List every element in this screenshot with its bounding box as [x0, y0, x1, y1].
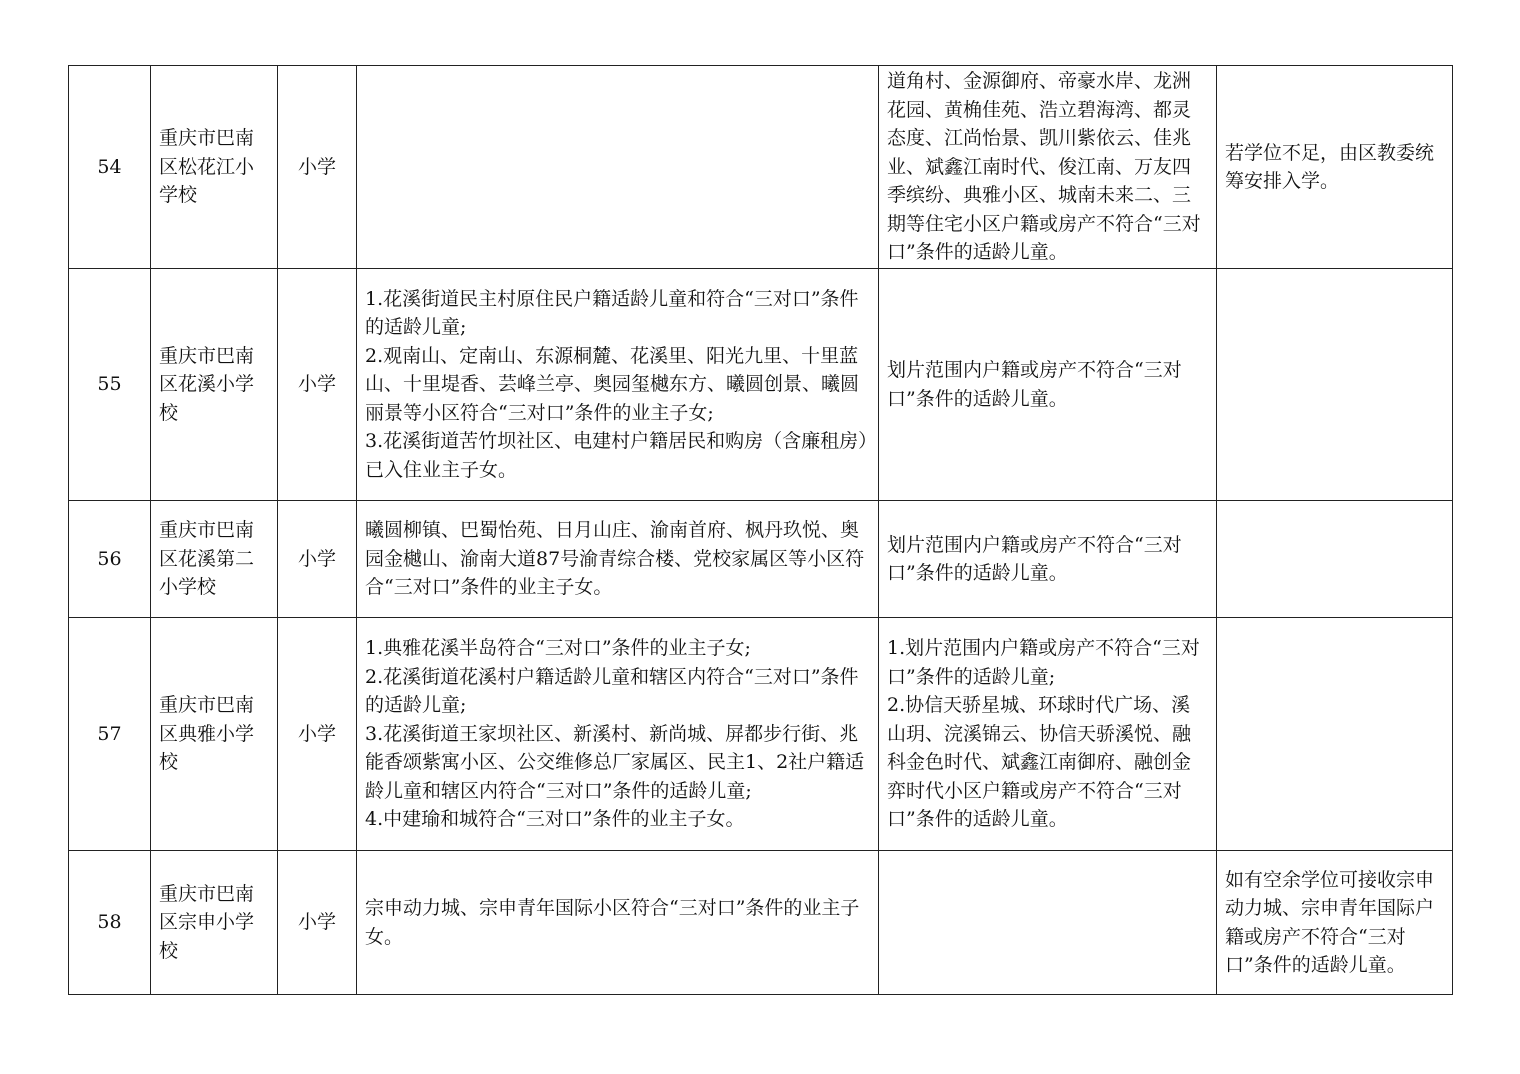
- area-line: 1.花溪街道民主村原住民户籍适龄儿童和符合“三对口”条件的适龄儿童;: [365, 287, 859, 339]
- school-name: 重庆市巴南区宗申小学校: [151, 851, 278, 995]
- overflow-area: [879, 618, 1217, 851]
- remarks: [1217, 66, 1453, 269]
- school-type: 小学: [278, 851, 357, 995]
- school-type: 小学: [278, 618, 357, 851]
- row-number: 58: [69, 851, 151, 995]
- school-name: 重庆市巴南区典雅小学校: [151, 618, 278, 851]
- remarks: [1217, 851, 1453, 995]
- remarks: [1217, 501, 1453, 618]
- enrollment-area: [357, 66, 879, 269]
- enrollment-table: [68, 65, 1453, 995]
- enrollment-area: [357, 501, 879, 618]
- enrollment-area: [357, 851, 879, 995]
- row-number: 57: [69, 618, 151, 851]
- area-line: 1.典雅花溪半岛符合“三对口”条件的业主子女;: [365, 637, 751, 660]
- row-number: 55: [69, 269, 151, 501]
- area-line: 4.中建瑜和城符合“三对口”条件的业主子女。: [365, 808, 745, 831]
- remarks: [1217, 269, 1453, 501]
- area-line: 3.花溪街道王家坝社区、新溪村、新尚城、屏都步行街、兆能香颂紫寓小区、公交维修总厂家属区、民主1、2社户籍适龄儿童和辖区内符合“三对口”条件的适龄儿童;: [365, 722, 865, 802]
- remark-line: 如有空余学位可接收宗申动力城、宗申青年国际户籍或房产不符合“三对口”条件的适龄儿童。: [1225, 868, 1435, 976]
- overflow-area: [879, 66, 1217, 269]
- area-line: 3.花溪街道苦竹坝社区、电建村户籍居民和购房（含廉租房）已入住业主子女。: [365, 430, 868, 481]
- overflow-line: 划片范围内户籍或房产不符合“三对口”条件的适龄儿童。: [887, 359, 1182, 410]
- remarks: [1217, 618, 1453, 851]
- table-row: [69, 269, 1453, 501]
- area-line: 2.观南山、定南山、东源桐麓、花溪里、阳光九里、十里蓝山、十里堤香、芸峰兰亭、奥园玺樾东方、曦圆创景、曦圆丽景等小区符合“三对口”条件的业主子女;: [365, 344, 860, 424]
- table-row: [69, 66, 1453, 269]
- school-type: 小学: [278, 269, 357, 501]
- table-row: [69, 618, 1453, 851]
- area-line: 曦圆柳镇、巴蜀怡苑、日月山庄、渝南首府、枫丹玖悦、奥园金樾山、渝南大道87号渝青综合楼、党校家属区等小区符合“三对口”条件的业主子女。: [365, 519, 865, 599]
- enrollment-area: [357, 269, 879, 501]
- row-number: 56: [69, 501, 151, 618]
- school-name: 重庆市巴南区花溪第二小学校: [151, 501, 278, 618]
- overflow-line: 1.划片范围内户籍或房产不符合“三对口”条件的适龄儿童;: [887, 637, 1200, 688]
- overflow-line: 2.协信天骄星城、环球时代广场、溪山玥、浣溪锦云、协信天骄溪悦、融科金色时代、斌鑫江南御府、融创金弈时代小区户籍或房产不符合“三对口”条件的适龄儿童。: [887, 694, 1192, 831]
- school-type: 小学: [278, 66, 357, 269]
- area-line: 宗申动力城、宗申青年国际小区符合“三对口”条件的业主子女。: [365, 897, 860, 948]
- enrollment-area: [357, 618, 879, 851]
- school-name: 重庆市巴南区花溪小学校: [151, 269, 278, 501]
- remark-line: 若学位不足，由区教委统筹安排入学。: [1225, 141, 1435, 192]
- overflow-area: [879, 269, 1217, 501]
- school-name: 重庆市巴南区松花江小学校: [151, 66, 278, 269]
- row-number: 54: [69, 66, 151, 269]
- overflow-area: [879, 501, 1217, 618]
- overflow-line: 道角村、金源御府、帝豪水岸、龙洲花园、黄桷佳苑、浩立碧海湾、都灵态度、江尚怡景、凯川紫依云、佳兆业、斌鑫江南时代、俊江南、万友四季缤纷、典雅小区、城南未来二、三期等住宅小区户籍或房产不符合“三对口”条件的适龄儿童。: [887, 70, 1201, 264]
- area-line: 2.花溪街道花溪村户籍适龄儿童和辖区内符合“三对口”条件的适龄儿童;: [365, 665, 859, 717]
- school-type: 小学: [278, 501, 357, 618]
- overflow-area: [879, 851, 1217, 995]
- table-row: [69, 501, 1453, 618]
- overflow-line: 划片范围内户籍或房产不符合“三对口”条件的适龄儿童。: [887, 533, 1182, 584]
- table-row: [69, 851, 1453, 995]
